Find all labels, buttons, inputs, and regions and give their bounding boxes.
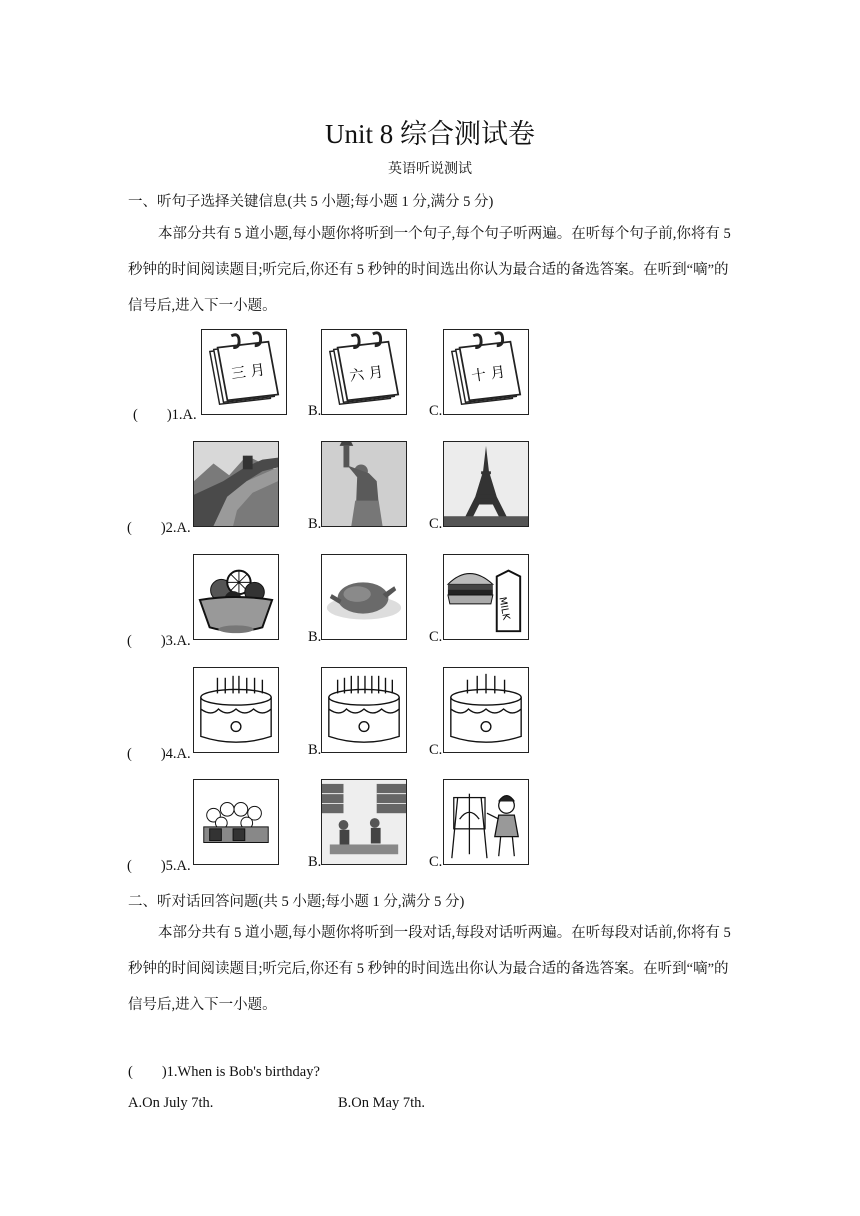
q3-label: ( )3.A. (127, 633, 191, 649)
section2-heading: 二、听对话回答问题(共 5 小题;每小题 1 分,满分 5 分) (128, 894, 465, 910)
q2-option-c: C. (429, 516, 443, 532)
section1-intro: 本部分共有 5 道小题,每小题你将听到一个句子,每个句子听两遍。在听每个句子前,你将有 5 秒钟的时间阅读题目;听完后,你还有 5 秒钟的时间选出你认为最合适的备选答案。在听到“嘀”的信号后,进入下一小题。 (128, 226, 731, 314)
q2-option-b: B. (308, 516, 322, 532)
section2-intro: 本部分共有 5 道小题,每小题你将听到一段对话,每段对话听两遍。在听每段对话前,你将有 5 秒钟的时间阅读题目;听完后,你还有 5 秒钟的时间选出你认为最合适的备选答案。在听到“嘀”的信号后,进入下一小题。 (128, 925, 731, 1013)
statue-of-liberty-image (321, 441, 407, 527)
girl-painting-image (443, 779, 529, 865)
great-wall-image (193, 441, 279, 527)
children-group-image (193, 779, 279, 865)
cake-five-candles-image (443, 667, 529, 753)
q3-option-c: C. (429, 629, 443, 645)
q1-option-c: C. (429, 403, 443, 419)
cake-seven-candles-image (193, 667, 279, 753)
q1-option-b: B. (308, 403, 322, 419)
calendar-june-image (321, 329, 407, 415)
cake-many-candles-image (321, 667, 407, 753)
page-subtitle: 英语听说测试 (388, 162, 472, 177)
q4-option-b: B. (308, 742, 322, 758)
roast-turkey-image (321, 554, 407, 640)
s2-q1-text: ( )1.When is Bob's birthday? (128, 1064, 320, 1080)
q4-label: ( )4.A. (127, 746, 191, 762)
section1-heading: 一、听句子选择关键信息(共 5 小题;每小题 1 分,满分 5 分) (128, 194, 494, 210)
q2-label: ( )2.A. (127, 520, 191, 536)
q3-option-b: B. (308, 629, 322, 645)
q1-label: ( )1.A. (133, 407, 197, 423)
calendar-march-image (201, 329, 287, 415)
hamburger-milk-image (443, 554, 529, 640)
q5-label: ( )5.A. (127, 858, 191, 874)
s2-q1-option-b: B.On May 7th. (338, 1095, 425, 1111)
fruit-bowl-image (193, 554, 279, 640)
page-title: Unit 8 综合测试卷 (324, 119, 535, 149)
s2-q1-option-a: A.On July 7th. (128, 1095, 214, 1111)
milk-text: MILK (496, 596, 512, 621)
calendar-text: 十 月 (470, 363, 507, 386)
q5-option-c: C. (429, 854, 443, 870)
calendar-text: 六 月 (348, 363, 385, 386)
eiffel-tower-image (443, 441, 529, 527)
library-reading-image (321, 779, 407, 865)
calendar-october-image (443, 329, 529, 415)
q5-option-b: B. (308, 854, 322, 870)
calendar-text: 三 月 (230, 361, 267, 383)
q4-option-c: C. (429, 742, 443, 758)
